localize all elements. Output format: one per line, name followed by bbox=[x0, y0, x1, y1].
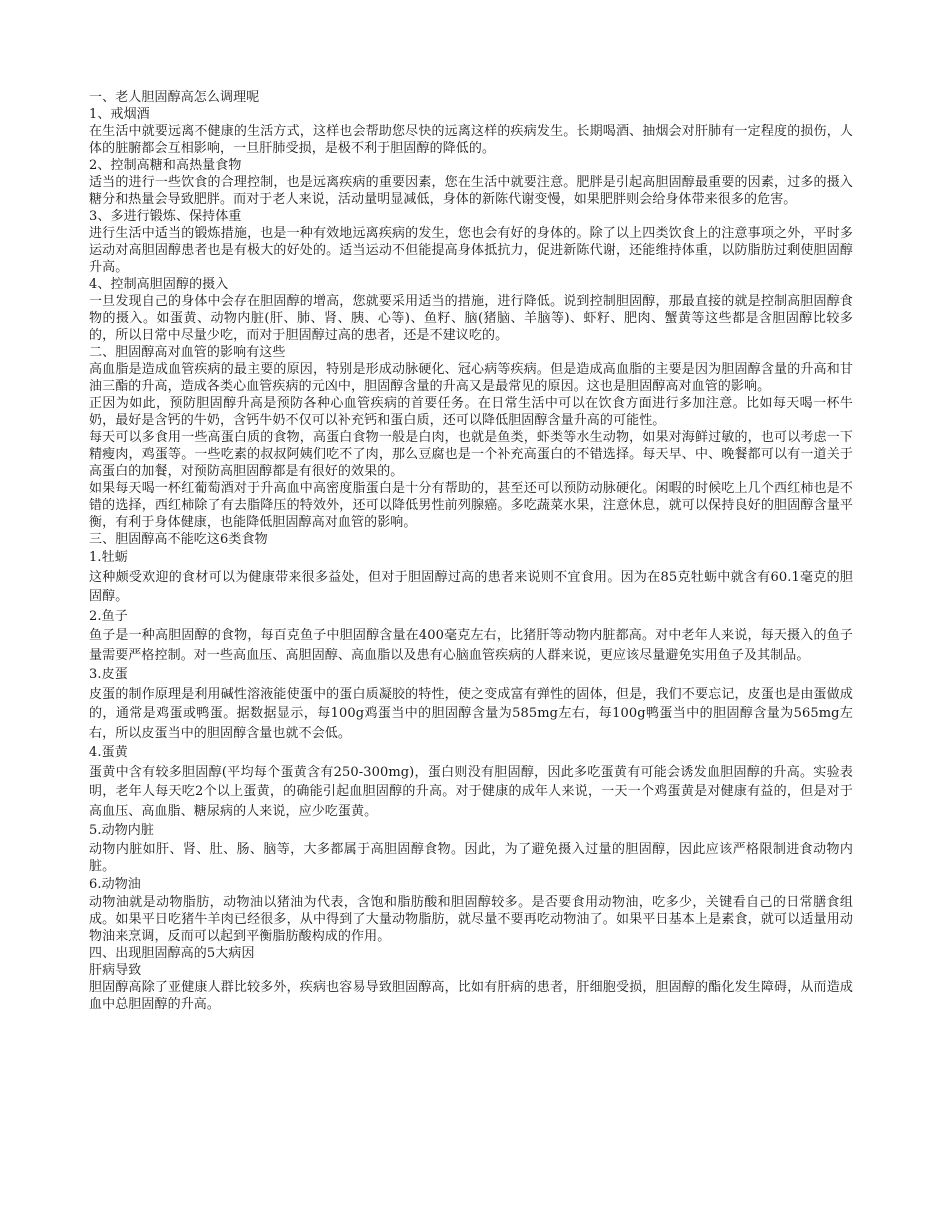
body-paragraph: 一旦发现自己的身体中会存在胆固醇的增高，您就要采用适当的措施，进行降低。说到控制胆固醇，那最直接的就是控制高胆固醇食物的摄入。如蛋黄、动物内脏(肝、肺、肾、胰、心等)、鱼籽、脑(猪脑、羊脑等)、虾籽、肥肉、蟹黄等这些都是含胆固醇比较多的，所以日常中尽量少吃，而对于胆固醇过高的患者，还是不建议吃的。 bbox=[89, 294, 853, 343]
body-paragraph: 正因为如此，预防胆固醇升高是预防各种心血管疾病的首要任务。在日常生活中可以在饮食方面进行多加注意。比如每天喝一杯牛奶，最好是含钙的牛奶，含钙牛奶不仅可以补充钙和蛋白质，还可以降低胆固醇含量升高的可能性。 bbox=[89, 396, 853, 428]
subheading: 肝病导致 bbox=[89, 963, 142, 978]
body-paragraph: 适当的进行一些饮食的合理控制，也是远离疾病的重要因素，您在生活中就要注意。肥胖是引起高胆固醇最重要的因素，过多的摄入糖分和热量会导致肥胖。而对于老人来说，活动量明显减低，身体的新陈代谢变慢，如果肥胖则会给身体带来很多的危害。 bbox=[89, 175, 853, 207]
document-body bbox=[89, 89, 853, 1013]
body-paragraph: 在生活中就要远离不健康的生活方式，这样也会帮助您尽快的远离这样的疾病发生。长期喝酒、抽烟会对肝肺有一定程度的损伤，人体的脏腑都会互相影响，一旦肝肺受损，是极不利于胆固醇的降低的。 bbox=[89, 124, 853, 156]
section-heading: 四、出现胆固醇高的5大病因 bbox=[89, 946, 255, 961]
body-paragraph: 动物内脏如肝、肾、肚、肠、脑等，大多都属于高胆固醇食物。因此，为了避免摄入过量的胆固醇，因此应该严格限制进食动物内脏。 bbox=[89, 841, 853, 874]
subheading: 1.牡蛎 bbox=[89, 550, 128, 565]
body-paragraph: 胆固醇高除了亚健康人群比较多外，疾病也容易导致胆固醇高，比如有肝病的患者，肝细胞受损，胆固醇的酯化发生障碍，从而造成血中总胆固醇的升高。 bbox=[89, 980, 853, 1012]
subheading: 2.鱼子 bbox=[89, 608, 128, 624]
body-paragraph: 进行生活中适当的锻炼措施，也是一种有效地远离疾病的发生，您也会有好的身体的。除了以上四类饮食上的注意事项之外，平时多运动对高胆固醇患者也是有极大的好处的。适当运动不但能提高身体抵抗力，促进新陈代谢，还能维持体重，以防脂肪过剩使胆固醇升高。 bbox=[89, 226, 853, 275]
subheading: 2、控制高糖和高热量食物 bbox=[89, 158, 242, 173]
subheading: 4、控制高胆固醇的摄入 bbox=[89, 277, 229, 292]
subheading: 5.动物内脏 bbox=[89, 823, 155, 838]
body-paragraph: 如果每天喝一杯红葡萄酒对于升高血中高密度脂蛋白是十分有帮助的，甚至还可以预防动脉硬化。闲暇的时候吃上几个西红柿也是不错的选择，西红柿除了有去脂降压的特效外，还可以降低男性前列腺癌。多吃蔬菜水果，注意休息，就可以保持良好的胆固醇含量平衡，有利于身体健康，也能降低胆固醇高对血管的影响。 bbox=[89, 481, 853, 530]
subheading: 4.蛋黄 bbox=[89, 745, 128, 760]
subheading: 1、戒烟酒 bbox=[89, 107, 150, 122]
body-paragraph: 皮蛋的制作原理是利用碱性溶液能使蛋中的蛋白质凝胶的特性，使之变成富有弹性的固体，但是，我们不要忘记，皮蛋也是由蛋做成的，通常是鸡蛋或鸭蛋。据数据显示，每100g鸡蛋当中的胆固醇含量为585mg左右，每100g鸭蛋当中的胆固醇含量为565mg左右，所以皮蛋当中的胆固醇含量也就不会低。 bbox=[89, 686, 853, 741]
body-paragraph: 鱼子是一种高胆固醇的食物，每百克鱼子中胆固醇含量在400毫克左右，比猪肝等动物内脏都高。对中老年人来说，每天摄入的鱼子量需要严格控制。对一些高血压、高胆固醇、高血脂以及患有心脑血管疾病的人群来说，更应该尽量避免实用鱼子及其制品。 bbox=[89, 628, 853, 663]
body-paragraph: 这种颇受欢迎的食材可以为健康带来很多益处，但对于胆固醇过高的患者来说则不宜食用。因为在85克牡蛎中就含有60.1毫克的胆固醇。 bbox=[89, 569, 853, 604]
body-paragraph: 动物油就是动物脂肪，动物油以猪油为代表，含饱和脂肪酸和胆固醇较多。是否要食用动物油，吃多少，关键看自己的日常膳食组成。如果平日吃猪牛羊肉已经很多，从中得到了大量动物脂肪，就尽量不要再吃动物油了。如果平日基本上是素食，就可以适量用动物油来烹调，反而可以起到平衡脂肪酸构成的作用。 bbox=[89, 895, 853, 944]
subheading: 3、多进行锻炼、保持体重 bbox=[89, 209, 242, 224]
section-heading: 三、胆固醇高不能吃这6类食物 bbox=[89, 532, 268, 547]
body-paragraph: 蛋黄中含有较多胆固醇(平均每个蛋黄含有250-300mg)，蛋白则没有胆固醇，因此多吃蛋黄有可能会诱发血胆固醇的升高。实验表明，老年人每天吃2个以上蛋黄，的确能引起血胆固醇的升高。对于健康的成年人来说，一天一个鸡蛋黄是对健康有益的，但是对于高血压、高血脂、糖尿病的人来说，应少吃蛋黄。 bbox=[89, 764, 853, 819]
body-paragraph: 高血脂是造成血管疾病的最主要的原因，特别是形成动脉硬化、冠心病等疾病。但是造成高血脂的主要是因为胆固醇含量的升高和甘油三酯的升高，造成各类心血管疾病的元凶中，胆固醇含量的升高又是最常见的原因。这也是胆固醇高对血管的影响。 bbox=[89, 362, 853, 394]
subheading: 6.动物油 bbox=[89, 876, 141, 892]
section-heading: 二、胆固醇高对血管的影响有这些 bbox=[89, 345, 286, 360]
body-paragraph: 每天可以多食用一些高蛋白质的食物，高蛋白食物一般是白肉，也就是鱼类，虾类等水生动物，如果对海鲜过敏的，也可以考虑一下精瘦肉，鸡蛋等。一些吃素的叔叔阿姨们吃不了肉，那么豆腐也是一个补充高蛋白的不错选择。每天早、中、晚餐都可以有一道关于高蛋白的加餐，对预防高胆固醇都是有很好的效果的。 bbox=[89, 430, 853, 479]
section-heading: 一、老人胆固醇高怎么调理呢 bbox=[89, 90, 260, 105]
subheading: 3.皮蛋 bbox=[89, 667, 128, 682]
